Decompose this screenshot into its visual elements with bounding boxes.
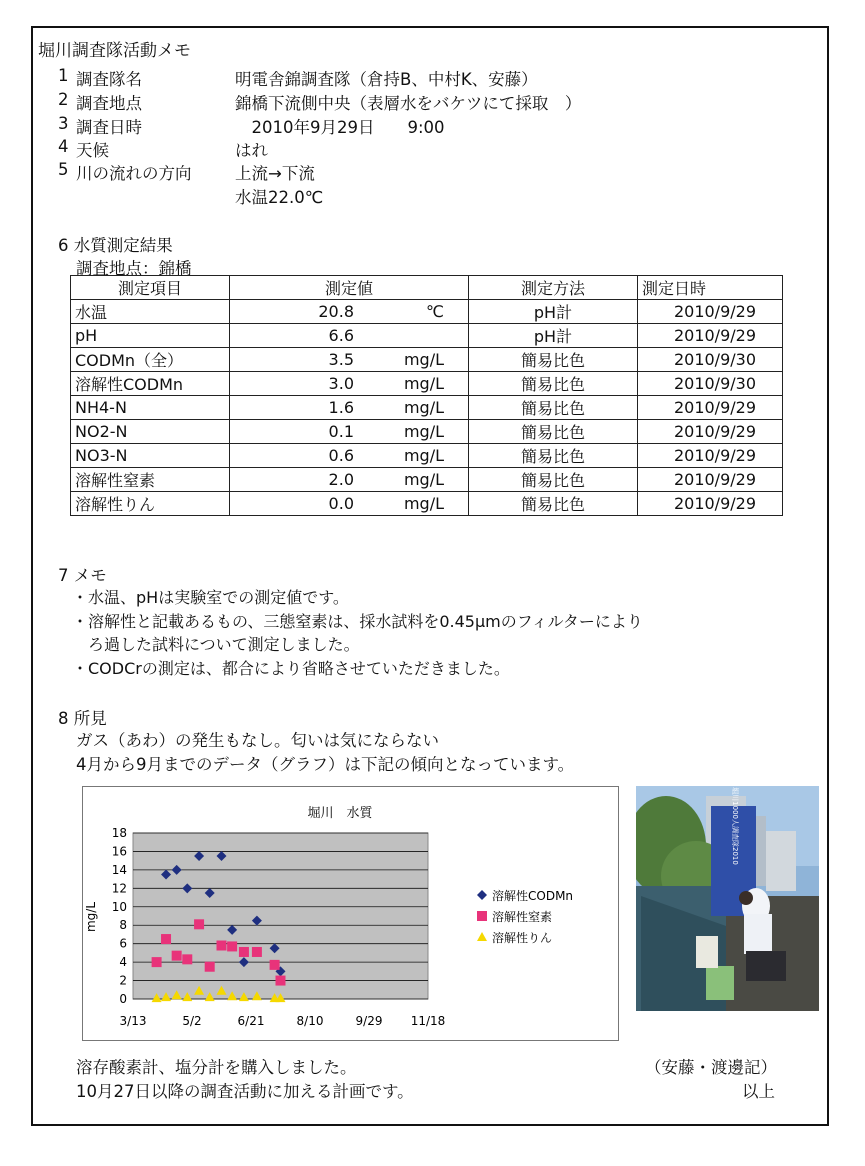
cell-method: 簡易比色 — [469, 468, 638, 492]
y-tick-label: 6 — [119, 936, 127, 951]
header-date: 測定日時 — [638, 276, 783, 300]
data-point — [239, 947, 249, 957]
value-number: 0.1 — [328, 422, 354, 441]
cell-value — [230, 468, 469, 492]
cell-item: 溶解性窒素 — [71, 468, 230, 492]
y-tick-label: 8 — [119, 918, 127, 933]
results-table — [70, 275, 783, 516]
cell-method: 簡易比色 — [469, 444, 638, 468]
value-number: 0.0 — [328, 494, 354, 513]
memo-line: ・CODCrの測定は、都合により省略させていただきました。 — [72, 659, 510, 678]
data-point — [172, 951, 182, 961]
item-2-label: 調査地点 — [76, 94, 142, 113]
survey-photo — [636, 786, 819, 1011]
header-method: 測定方法 — [469, 276, 638, 300]
cell-item: NO2-N — [71, 420, 230, 444]
legend-marker — [477, 911, 487, 921]
data-point — [252, 947, 262, 957]
cell-method: pH計 — [469, 324, 638, 348]
item-2-number: 2 — [58, 90, 69, 109]
y-tick-label: 16 — [111, 844, 127, 859]
item-3-number: 3 — [58, 114, 69, 133]
cell-date: 2010/9/29 — [638, 420, 783, 444]
x-tick-label: 5/2 — [182, 1014, 202, 1028]
data-point — [161, 934, 171, 944]
banner-text: 堀川1000人調査隊2010 — [731, 787, 739, 865]
table-row — [71, 372, 783, 396]
value-unit: mg/L — [403, 422, 444, 441]
item-5-value: 上流→下流 — [235, 164, 315, 183]
table-row — [71, 396, 783, 420]
header-value: 測定値 — [230, 276, 469, 300]
cell-item: 水温 — [71, 300, 230, 324]
cell-method: 簡易比色 — [469, 396, 638, 420]
legend-label: 溶解性りん — [492, 931, 553, 945]
chart-title: 堀川 水質 — [307, 806, 373, 821]
legend-marker — [477, 932, 487, 941]
item-4-number: 4 — [58, 137, 69, 156]
water-quality-chart — [82, 786, 619, 1041]
legend-marker — [477, 890, 487, 900]
y-tick-label: 0 — [119, 992, 127, 1006]
cell-method: 簡易比色 — [469, 372, 638, 396]
footer-line-1: 溶存酸素計、塩分計を購入しました。 — [76, 1058, 357, 1077]
photo-image — [636, 786, 819, 1011]
results-location: 調査地点：錦橋 — [76, 259, 192, 278]
table-row — [71, 324, 783, 348]
value-unit: mg/L — [403, 446, 444, 465]
cell-item: CODMn（全） — [71, 348, 230, 372]
y-tick-label: 4 — [119, 955, 127, 970]
cell-value — [230, 372, 469, 396]
cell-method: pH計 — [469, 300, 638, 324]
table-header-row — [71, 276, 783, 300]
table-row — [71, 348, 783, 372]
results-heading: 6 水質測定結果 — [58, 236, 173, 255]
value-unit: ℃ — [426, 302, 444, 321]
item-3-label: 調査日時 — [76, 118, 142, 137]
y-tick-label: 14 — [111, 862, 127, 877]
item-1-number: 1 — [58, 66, 69, 85]
cell-item: NH4-N — [71, 396, 230, 420]
data-point — [270, 960, 280, 970]
cell-date: 2010/9/29 — [638, 396, 783, 420]
data-point — [152, 957, 162, 967]
item-1-label: 調査隊名 — [76, 70, 142, 89]
cell-date: 2010/9/29 — [638, 468, 783, 492]
value-number: 2.0 — [328, 470, 354, 489]
cell-method: 簡易比色 — [469, 348, 638, 372]
header-item: 測定項目 — [71, 276, 230, 300]
cell-item: 溶解性CODMn — [71, 372, 230, 396]
item-4-label: 天候 — [76, 141, 109, 160]
y-tick-label: 18 — [111, 826, 127, 840]
legend-label: 溶解性CODMn — [492, 889, 574, 903]
data-point — [205, 962, 215, 972]
value-number: 20.8 — [318, 302, 354, 321]
memo-line: ・水温、pHは実験室での測定値です。 — [72, 588, 349, 607]
value-number: 1.6 — [328, 398, 354, 417]
findings-line: 4月から9月までのデータ（グラフ）は下記の傾向となっています。 — [76, 755, 575, 774]
footer-author: （安藤・渡邊記） — [645, 1058, 777, 1077]
value-number: 6.6 — [328, 326, 354, 345]
cell-value — [230, 324, 469, 348]
cell-date: 2010/9/29 — [638, 324, 783, 348]
x-tick-label: 8/10 — [296, 1014, 324, 1028]
memo-heading: 7 メモ — [58, 566, 107, 585]
y-tick-label: 2 — [119, 973, 127, 988]
cell-item: 溶解性りん — [71, 492, 230, 516]
data-point — [194, 919, 204, 929]
item-4-value: はれ — [235, 141, 268, 160]
cell-method: 簡易比色 — [469, 420, 638, 444]
item-1-value: 明電舎錦調査隊（倉持B、中村K、安藤） — [235, 70, 538, 89]
value-number: 0.6 — [328, 446, 354, 465]
results-table-body — [71, 300, 783, 516]
cell-value — [230, 300, 469, 324]
item-5-number: 5 — [58, 160, 69, 179]
item-3-value: 2010年9月29日 9:00 — [235, 118, 445, 137]
value-number: 3.0 — [328, 374, 354, 393]
data-point — [217, 941, 227, 951]
item-5-label: 川の流れの方向 — [76, 164, 192, 183]
value-unit: mg/L — [403, 374, 444, 393]
value-unit: mg/L — [403, 398, 444, 417]
cell-date: 2010/9/30 — [638, 372, 783, 396]
cell-item: pH — [71, 324, 230, 348]
cell-value — [230, 492, 469, 516]
footer-line-2: 10月27日以降の調査活動に加える計画です。 — [76, 1082, 414, 1101]
data-point — [276, 976, 286, 986]
cell-value — [230, 420, 469, 444]
memo-line: ・溶解性と記載あるもの、三態窒素は、採水試料を0.45μmのフィルターにより — [72, 612, 643, 631]
water-temperature: 水温22.0℃ — [235, 188, 324, 207]
data-point — [182, 954, 192, 964]
y-tick-label: 12 — [111, 881, 127, 896]
value-number: 3.5 — [328, 350, 354, 369]
data-point — [227, 941, 237, 951]
x-tick-label: 11/18 — [410, 1014, 446, 1028]
cell-date: 2010/9/29 — [638, 444, 783, 468]
cell-date: 2010/9/29 — [638, 492, 783, 516]
value-unit: mg/L — [403, 470, 444, 489]
legend-label: 溶解性窒素 — [492, 910, 553, 924]
findings-line: ガス（あわ）の発生もなし。匂いは気にならない — [76, 731, 439, 750]
cell-value — [230, 396, 469, 420]
y-tick-labels — [112, 826, 127, 1006]
cell-value — [230, 348, 469, 372]
cell-date: 2010/9/30 — [638, 348, 783, 372]
cell-date: 2010/9/29 — [638, 300, 783, 324]
table-row — [71, 468, 783, 492]
cell-method: 簡易比色 — [469, 492, 638, 516]
chart-legend — [477, 888, 573, 945]
x-tick-label: 3/13 — [119, 1014, 147, 1028]
page-title: 堀川調査隊活動メモ — [38, 41, 191, 61]
chart-svg — [83, 787, 618, 1040]
cell-item: NO3-N — [71, 444, 230, 468]
findings-heading: 8 所見 — [58, 709, 107, 728]
footer-end: 以上 — [742, 1082, 775, 1101]
table-row — [71, 300, 783, 324]
y-tick-label: 10 — [111, 899, 127, 914]
table-row — [71, 420, 783, 444]
value-unit — [354, 326, 444, 345]
table-row — [71, 492, 783, 516]
value-unit: mg/L — [403, 494, 444, 513]
value-unit: mg/L — [403, 350, 444, 369]
x-tick-labels — [120, 1014, 446, 1028]
y-axis-label: mg/L — [84, 901, 98, 933]
cell-value — [230, 444, 469, 468]
x-tick-label: 9/29 — [355, 1014, 383, 1028]
memo-line: ろ過した試料について測定しました。 — [72, 635, 360, 654]
item-2-value: 錦橋下流側中央（表層水をバケツにて採取 ） — [235, 94, 582, 113]
x-tick-label: 6/21 — [237, 1014, 265, 1028]
table-row — [71, 444, 783, 468]
